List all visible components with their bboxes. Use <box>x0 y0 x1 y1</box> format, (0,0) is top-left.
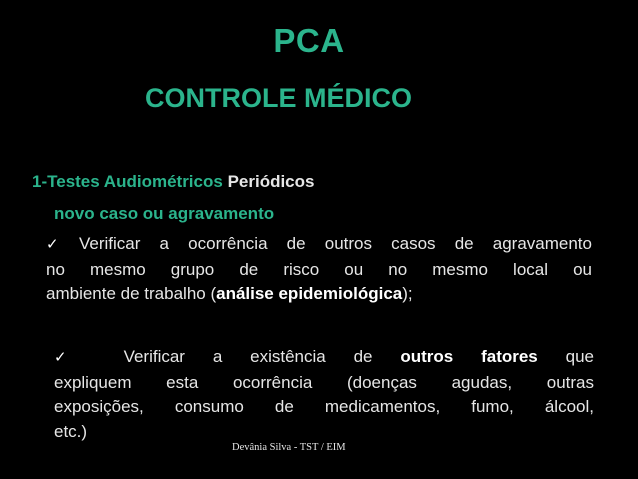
bullet-1-line-3 <box>46 282 592 307</box>
section-heading-main: 1-Testes Audiométricos <box>32 172 223 191</box>
section-subheading: novo caso ou agravamento <box>54 204 275 223</box>
bullet-2-line-4: etc.) <box>54 421 88 441</box>
section-heading <box>32 172 314 192</box>
slide-subtitle: CONTROLE MÉDICO <box>145 83 412 113</box>
bullet-paragraph-1 <box>46 232 592 307</box>
bullet-2-line-2: expliquem esta ocorrência (doenças agudas, outras <box>54 372 594 392</box>
bullet-1-emphasis: análise epidemiológica <box>216 284 403 303</box>
check-icon: ✓ <box>54 349 90 366</box>
check-icon: ✓ <box>46 236 73 253</box>
bullet-1-line-2: no mesmo grupo de risco ou no mesmo local ou <box>46 259 592 279</box>
bullet-1-line-1-text: Verificar a ocorrência de outros casos de agravamento <box>79 234 592 253</box>
bullet-1-line-1 <box>46 232 592 258</box>
bullet-2-emphasis: outros fatores <box>400 347 538 366</box>
bullet-1-line-3-pre: ambiente de trabalho ( <box>46 284 217 303</box>
bullet-2-line-1-pre: Verificar a existência de <box>123 347 373 366</box>
bullet-paragraph-2 <box>54 345 594 444</box>
slide-title: PCA <box>273 22 345 59</box>
bullet-2-line-3: exposições, consumo de medicamentos, fumo, álcool, <box>54 397 594 416</box>
bullet-2-line-1-post: que <box>565 347 594 366</box>
slide-footer: Devânia Silva - TST / EIM <box>232 442 346 453</box>
bullet-1-line-3-post: ); <box>402 284 413 303</box>
section-heading-rest: Periódicos <box>227 172 315 191</box>
bullet-2-line-1 <box>54 345 594 371</box>
